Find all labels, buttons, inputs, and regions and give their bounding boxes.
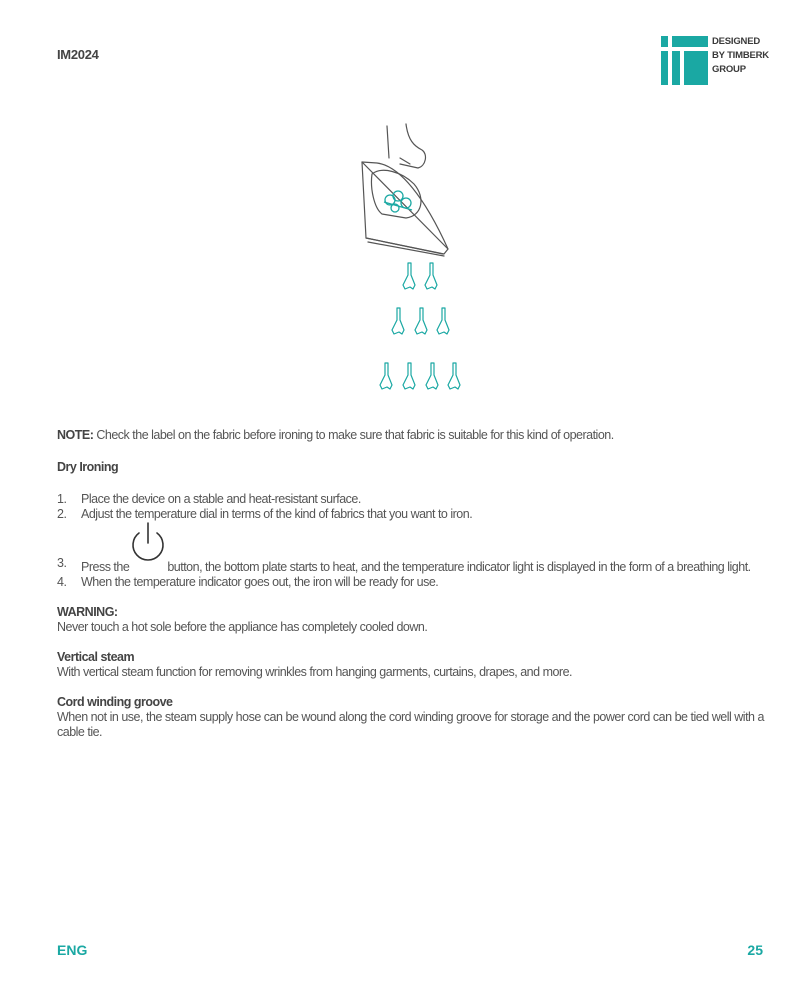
step-number: 3. — [57, 556, 67, 570]
brand-logo-mark — [660, 35, 710, 89]
vertical-steam-heading: Vertical steam — [57, 650, 135, 664]
cord-winding-text: When not in use, the steam supply hose can be wound along the cord winding groove for storage and the power cord can be tied well with a cable tie. — [57, 710, 764, 739]
warning-text: Never touch a hot sole before the appliance has completely cooled down. — [57, 620, 428, 634]
main-content — [57, 428, 764, 740]
vertical-steam-text: With vertical steam function for removing wrinkles from hanging garments, curtains, drapes, and more. — [57, 665, 573, 679]
step-4 — [57, 575, 764, 590]
power-icon — [129, 556, 167, 571]
step-text: Adjust the temperature dial in terms of the kind of fabrics that you want to iron. — [81, 507, 473, 521]
footer-language: ENG — [57, 942, 88, 958]
warning-section — [57, 605, 764, 635]
vertical-steam-section — [57, 650, 764, 680]
step-number: 1. — [57, 492, 67, 506]
note-paragraph — [57, 428, 764, 443]
cord-winding-section — [57, 695, 764, 740]
dry-ironing-steps — [57, 492, 764, 590]
step-text: When the temperature indicator goes out, the iron will be ready for use. — [81, 575, 439, 589]
step-number: 4. — [57, 575, 67, 589]
step-text-pre: Press the — [81, 560, 130, 574]
note-text: Check the label on the fabric before ironing to make sure that fabric is suitable for this kind of operation. — [93, 428, 614, 442]
iron-vertical-steam-illustration — [340, 118, 480, 403]
dry-ironing-heading: Dry Ironing — [57, 460, 119, 474]
logo-line-2: BY TIMBERK — [712, 50, 769, 61]
step-3 — [57, 556, 764, 575]
step-text: Place the device on a stable and heat-resistant surface. — [81, 492, 361, 506]
logo-line-3: GROUP — [712, 64, 746, 75]
brand-logo — [660, 35, 770, 89]
cord-winding-heading: Cord winding groove — [57, 695, 173, 709]
page-number: 25 — [747, 942, 763, 958]
logo-line-1: DESIGNED — [712, 36, 761, 47]
step-number: 2. — [57, 507, 67, 521]
iron-steam-icon — [340, 118, 480, 403]
model-number: IM2024 — [57, 47, 99, 62]
step-1 — [57, 492, 764, 507]
note-label: NOTE: — [57, 428, 94, 442]
warning-heading: WARNING: — [57, 605, 118, 619]
step-text-post: button, the bottom plate starts to heat, and the temperature indicator light is displayed in the form of a breathing light. — [167, 560, 751, 574]
